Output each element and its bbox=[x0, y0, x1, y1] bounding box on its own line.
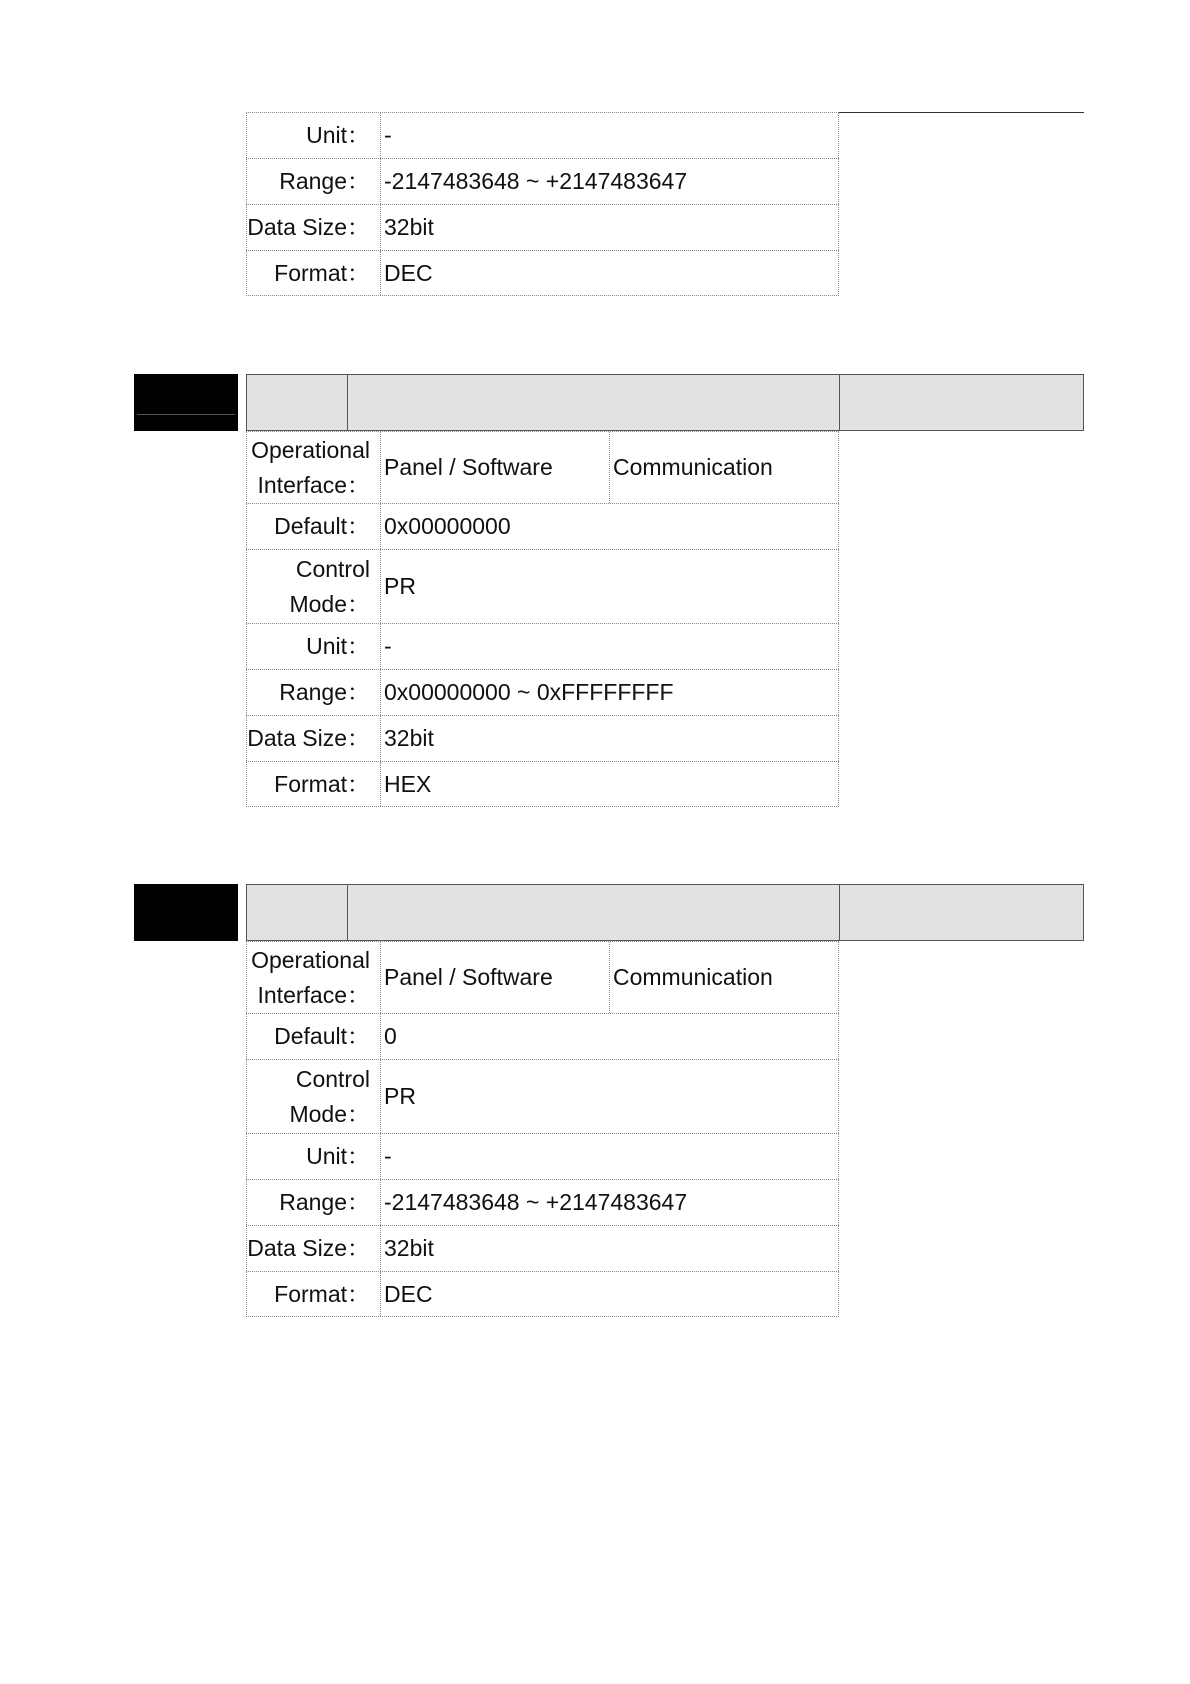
interface-row bbox=[246, 941, 839, 1013]
param-header bbox=[246, 374, 1084, 431]
data-size-value: 32bit bbox=[384, 214, 434, 240]
format-value: DEC bbox=[384, 259, 433, 286]
range-row bbox=[246, 1179, 839, 1225]
format-value: HEX bbox=[384, 770, 432, 797]
data-size-label: Data Size： bbox=[247, 1226, 381, 1271]
header-cell-id bbox=[247, 885, 348, 940]
control-mode-row bbox=[246, 549, 839, 623]
unit-value: - bbox=[384, 633, 392, 659]
default-value: 0 bbox=[384, 1023, 397, 1049]
param-table bbox=[246, 112, 839, 296]
control-mode-label-line2: Mode： bbox=[289, 590, 370, 617]
range-label: Range： bbox=[247, 670, 381, 715]
interface-label-line1: Operational bbox=[251, 436, 370, 463]
range-label: Range： bbox=[247, 159, 381, 204]
interface-label-line1: Operational bbox=[251, 946, 370, 973]
control-mode-label-line1: Control bbox=[295, 555, 370, 582]
interface-label-line2: Interface： bbox=[257, 471, 370, 498]
header-cell-address bbox=[840, 375, 1083, 430]
range-row bbox=[246, 669, 839, 715]
data-size-value: 32bit bbox=[384, 725, 434, 751]
param-id-bar bbox=[134, 374, 238, 431]
control-mode-label-line2: Mode： bbox=[289, 1100, 370, 1127]
param-table bbox=[246, 941, 839, 1317]
header-cell-name bbox=[348, 375, 840, 430]
default-value: 0x00000000 bbox=[384, 513, 511, 539]
control-mode-label bbox=[247, 1060, 381, 1133]
interface-value bbox=[381, 432, 838, 503]
range-value: 0x00000000 ~ 0xFFFFFFFF bbox=[384, 679, 674, 705]
unit-label: Unit： bbox=[247, 1134, 381, 1179]
default-row bbox=[246, 1013, 839, 1059]
bar-stripe bbox=[137, 414, 235, 415]
range-label: Range： bbox=[247, 1180, 381, 1225]
data-size-label: Data Size： bbox=[247, 716, 381, 761]
header-cell-address bbox=[840, 885, 1083, 940]
range-value: -2147483648 ~ +2147483647 bbox=[384, 168, 688, 194]
unit-value: - bbox=[384, 122, 392, 148]
format-label: Format： bbox=[247, 1272, 381, 1316]
communication-cell: Communication bbox=[613, 964, 773, 990]
interface-value bbox=[381, 942, 838, 1013]
unit-row bbox=[246, 623, 839, 669]
control-mode-value: PR bbox=[384, 573, 416, 599]
default-label: Default： bbox=[247, 1014, 381, 1059]
header-cell-name bbox=[348, 885, 840, 940]
format-row bbox=[246, 250, 839, 296]
header-rule bbox=[838, 112, 1084, 113]
param-table bbox=[246, 431, 839, 807]
default-label: Default： bbox=[247, 504, 381, 549]
control-mode-row bbox=[246, 1059, 839, 1133]
format-label: Format： bbox=[247, 251, 381, 295]
control-mode-label-line1: Control bbox=[295, 1065, 370, 1092]
data-size-row bbox=[246, 715, 839, 761]
control-mode-label bbox=[247, 550, 381, 623]
interface-label bbox=[247, 942, 381, 1013]
unit-value: - bbox=[384, 1143, 392, 1169]
unit-label: Unit： bbox=[247, 113, 381, 158]
panel-software-cell: Panel / Software bbox=[384, 432, 610, 503]
panel-software-cell: Panel / Software bbox=[384, 942, 610, 1013]
format-value: DEC bbox=[384, 1280, 433, 1307]
data-size-label: Data Size： bbox=[247, 205, 381, 250]
range-value: -2147483648 ~ +2147483647 bbox=[384, 1189, 688, 1215]
communication-cell: Communication bbox=[613, 454, 773, 480]
interface-row bbox=[246, 431, 839, 503]
header-cell-id bbox=[247, 375, 348, 430]
data-size-value: 32bit bbox=[384, 1235, 434, 1261]
control-mode-value: PR bbox=[384, 1083, 416, 1109]
interface-label-line2: Interface： bbox=[257, 981, 370, 1008]
data-size-row bbox=[246, 1225, 839, 1271]
format-row bbox=[246, 761, 839, 807]
range-row bbox=[246, 158, 839, 204]
param-header bbox=[246, 884, 1084, 941]
data-size-row bbox=[246, 204, 839, 250]
unit-label: Unit： bbox=[247, 624, 381, 669]
default-row bbox=[246, 503, 839, 549]
format-label: Format： bbox=[247, 762, 381, 806]
unit-row bbox=[246, 1133, 839, 1179]
format-row bbox=[246, 1271, 839, 1317]
param-id-bar bbox=[134, 884, 238, 941]
interface-label bbox=[247, 432, 381, 503]
unit-row bbox=[246, 112, 839, 158]
